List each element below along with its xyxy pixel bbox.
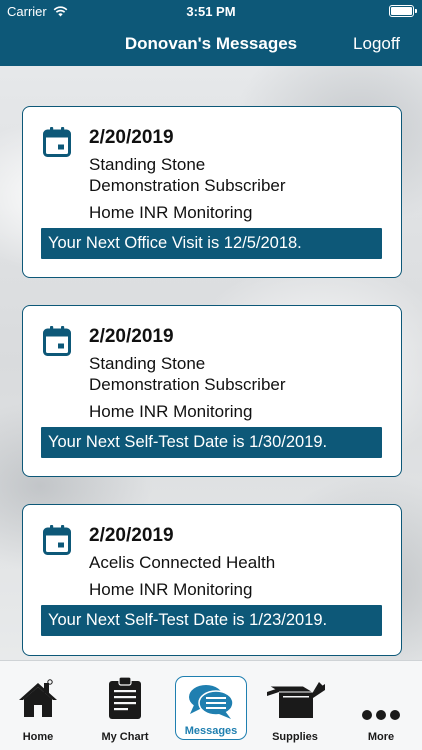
message-card[interactable] [22,305,402,477]
tab-home[interactable] [0,667,76,743]
calendar-icon [43,525,71,555]
tab-supplies[interactable] [257,667,333,743]
message-program: Home INR Monitoring [89,203,253,222]
status-time: 3:51 PM [186,4,236,19]
calendar-icon [43,127,71,157]
messages-list[interactable] [0,66,422,660]
message-sender: Standing Stone [89,155,206,174]
message-sender: Acelis Connected Health [89,553,276,572]
carrier-label: Carrier [7,4,47,19]
tab-label: Home [22,731,54,743]
message-date: 2/20/2019 [89,525,174,546]
status-bar [0,0,422,22]
message-date: 2/20/2019 [89,326,174,347]
message-card[interactable] [22,504,402,656]
more-dots-icon [361,709,401,721]
message-banner: Your Next Office Visit is 12/5/2018. [41,228,382,259]
tab-label: More [367,731,395,743]
tab-messages[interactable] [175,676,247,740]
page-title: Donovan's Messages [124,34,298,53]
tab-bar [0,660,422,750]
house-icon [17,679,59,719]
box-icon [263,680,327,720]
message-banner: Your Next Self-Test Date is 1/30/2019. [41,427,382,458]
nav-bar [0,0,422,66]
message-sender: Standing Stone [89,354,206,373]
message-card[interactable] [22,106,402,278]
logoff-button[interactable]: Logoff [353,34,400,53]
message-date: 2/20/2019 [89,127,174,148]
message-program: Home INR Monitoring [89,580,253,599]
tab-label: Supplies [272,731,318,743]
message-subscriber: Demonstration Subscriber [89,176,286,195]
tab-more[interactable] [343,667,419,743]
clipboard-icon [108,676,142,720]
message-banner: Your Next Self-Test Date is 1/23/2019. [41,605,382,636]
calendar-icon [43,326,71,356]
message-subscriber: Demonstration Subscriber [89,375,286,394]
tab-my-chart[interactable] [87,667,163,743]
message-program: Home INR Monitoring [89,402,253,421]
tab-label: Messages [184,725,238,737]
chat-bubbles-icon [187,682,235,722]
tab-label: My Chart [101,731,149,743]
battery-icon [389,5,414,17]
